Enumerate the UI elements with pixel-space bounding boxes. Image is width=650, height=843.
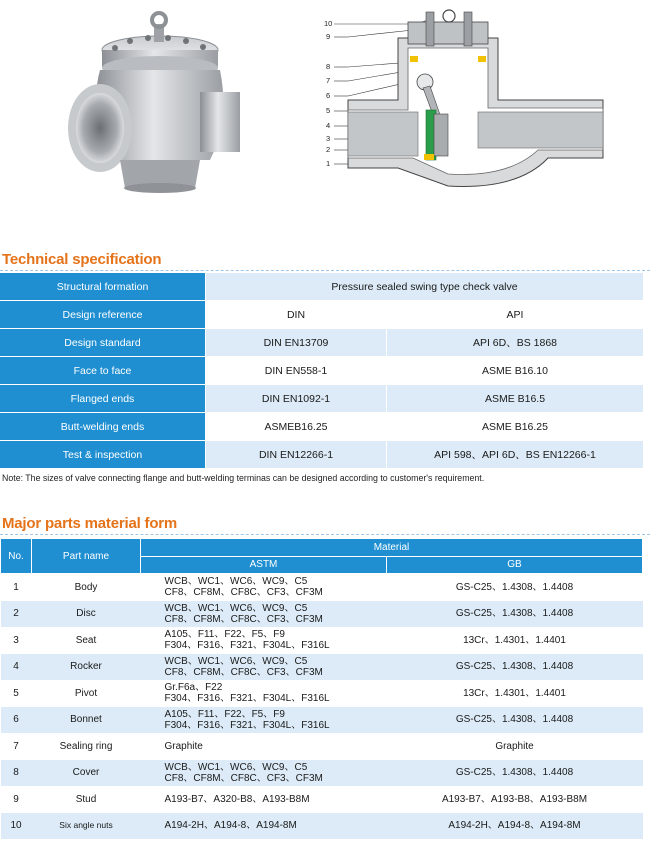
table-row bbox=[1, 733, 643, 760]
col-astm: ASTM bbox=[141, 556, 387, 574]
row-no: 1 bbox=[1, 574, 32, 601]
table-row bbox=[1, 654, 643, 681]
divider bbox=[0, 534, 650, 535]
spec-label: Face to face bbox=[0, 357, 206, 385]
table-row bbox=[1, 786, 643, 813]
table-row bbox=[1, 680, 643, 707]
materials-header-row bbox=[1, 539, 643, 557]
spec-row bbox=[0, 357, 643, 385]
col-no: No. bbox=[1, 539, 32, 574]
spec-value-api: ASME B16.25 bbox=[387, 413, 644, 441]
row-astm: WCB、WC1、WC6、WC9、C5 CF8、CF8M、CF8C、CF3、CF3M bbox=[141, 574, 387, 601]
callout-8: 8 bbox=[326, 62, 331, 71]
valve-section-drawing bbox=[318, 8, 618, 193]
spec-label: Design standard bbox=[0, 329, 206, 357]
row-no: 10 bbox=[1, 813, 32, 840]
row-part: Rocker bbox=[32, 654, 141, 681]
table-row bbox=[1, 760, 643, 787]
spec-label: Flanged ends bbox=[0, 385, 206, 413]
row-part: Disc bbox=[32, 601, 141, 628]
spec-value-api: API 598、API 6D、BS EN12266-1 bbox=[387, 441, 644, 469]
spec-value-din: DIN bbox=[206, 301, 387, 329]
valve-photo bbox=[60, 10, 250, 195]
row-astm: A105、F11、F22、F5、F9 F304、F316、F321、F304L、F316L bbox=[141, 627, 387, 654]
table-row bbox=[1, 627, 643, 654]
row-astm: WCB、WC1、WC6、WC9、C5 CF8、CF8M、CF8C、CF3、CF3M bbox=[141, 654, 387, 681]
row-gb: GS-C25、1.4308、1.4408 bbox=[387, 760, 643, 787]
spec-label: Design reference bbox=[0, 301, 206, 329]
callout-2: 2 bbox=[326, 145, 331, 154]
callout-3: 3 bbox=[326, 134, 331, 143]
row-no: 8 bbox=[1, 760, 32, 787]
spec-value-api: ASME B16.5 bbox=[387, 385, 644, 413]
callout-4: 4 bbox=[326, 121, 331, 130]
spec-label: Test & inspection bbox=[0, 441, 206, 469]
col-gb: GB bbox=[387, 556, 643, 574]
callout-5: 5 bbox=[326, 106, 331, 115]
row-gb: 13Cr、1.4301、1.4401 bbox=[387, 627, 643, 654]
divider bbox=[0, 270, 650, 271]
row-gb: GS-C25、1.4308、1.4408 bbox=[387, 601, 643, 628]
table-row bbox=[1, 813, 643, 840]
row-no: 4 bbox=[1, 654, 32, 681]
callout-6: 6 bbox=[326, 91, 331, 100]
row-gb: GS-C25、1.4308、1.4408 bbox=[387, 574, 643, 601]
materials-title: Major parts material form bbox=[2, 515, 178, 532]
tech-spec-table bbox=[0, 273, 643, 469]
row-astm: A193-B7、A320-B8、A193-B8M bbox=[141, 786, 387, 813]
row-part: Seat bbox=[32, 627, 141, 654]
spec-label: Butt-welding ends bbox=[0, 413, 206, 441]
row-astm: A194-2H、A194-8、A194-8M bbox=[141, 813, 387, 840]
spec-value-din: DIN EN1092-1 bbox=[206, 385, 387, 413]
row-no: 2 bbox=[1, 601, 32, 628]
callout-1: 1 bbox=[326, 159, 331, 168]
row-astm: WCB、WC1、WC6、WC9、C5 CF8、CF8M、CF8C、CF3、CF3M bbox=[141, 760, 387, 787]
row-part: Cover bbox=[32, 760, 141, 787]
row-astm: A105、F11、F22、F5、F9 F304、F316、F321、F304L、F316L bbox=[141, 707, 387, 734]
spec-value-din: DIN EN558-1 bbox=[206, 357, 387, 385]
row-part: Body bbox=[32, 574, 141, 601]
col-material: Material bbox=[141, 539, 643, 557]
spec-value: Pressure sealed swing type check valve bbox=[206, 273, 644, 301]
spec-value-api: ASME B16.10 bbox=[387, 357, 644, 385]
spec-row bbox=[0, 441, 643, 469]
row-part: Six angle nuts bbox=[32, 813, 141, 840]
spec-note: Note: The sizes of valve connecting flange and butt-welding terminas can be designed according to customer's requirement. bbox=[2, 473, 485, 483]
row-gb: A194-2H、A194-8、A194-8M bbox=[387, 813, 643, 840]
row-astm: WCB、WC1、WC6、WC9、C5 CF8、CF8M、CF8C、CF3、CF3M bbox=[141, 601, 387, 628]
spec-row bbox=[0, 385, 643, 413]
row-gb: A193-B7、A193-B8、A193-B8M bbox=[387, 786, 643, 813]
row-no: 5 bbox=[1, 680, 32, 707]
spec-value-din: ASMEB16.25 bbox=[206, 413, 387, 441]
row-gb: GS-C25、1.4308、1.4408 bbox=[387, 654, 643, 681]
spec-value-din: DIN EN12266-1 bbox=[206, 441, 387, 469]
row-part: Stud bbox=[32, 786, 141, 813]
callout-7: 7 bbox=[326, 76, 331, 85]
row-gb: Graphite bbox=[387, 733, 643, 760]
row-no: 3 bbox=[1, 627, 32, 654]
materials-table bbox=[0, 538, 643, 839]
callout-10: 10 bbox=[324, 19, 333, 28]
row-astm: Gr.F6a、F22 F304、F316、F321、F304L、F316L bbox=[141, 680, 387, 707]
spec-row bbox=[0, 329, 643, 357]
row-part: Pivot bbox=[32, 680, 141, 707]
row-astm: Graphite bbox=[141, 733, 387, 760]
row-part: Sealing ring bbox=[32, 733, 141, 760]
table-row bbox=[1, 574, 643, 601]
spec-value-api: API bbox=[387, 301, 644, 329]
row-gb: GS-C25、1.4308、1.4408 bbox=[387, 707, 643, 734]
col-part-name: Part name bbox=[32, 539, 141, 574]
row-gb: 13Cr、1.4301、1.4401 bbox=[387, 680, 643, 707]
row-no: 6 bbox=[1, 707, 32, 734]
spec-label: Structural formation bbox=[0, 273, 206, 301]
callout-9: 9 bbox=[326, 32, 331, 41]
spec-row bbox=[0, 273, 643, 301]
spec-row bbox=[0, 413, 643, 441]
spec-value-din: DIN EN13709 bbox=[206, 329, 387, 357]
row-no: 9 bbox=[1, 786, 32, 813]
table-row bbox=[1, 601, 643, 628]
row-part: Bonnet bbox=[32, 707, 141, 734]
row-no: 7 bbox=[1, 733, 32, 760]
spec-row bbox=[0, 301, 643, 329]
table-row bbox=[1, 707, 643, 734]
spec-value-api: API 6D、BS 1868 bbox=[387, 329, 644, 357]
tech-spec-title: Technical specification bbox=[2, 251, 162, 268]
